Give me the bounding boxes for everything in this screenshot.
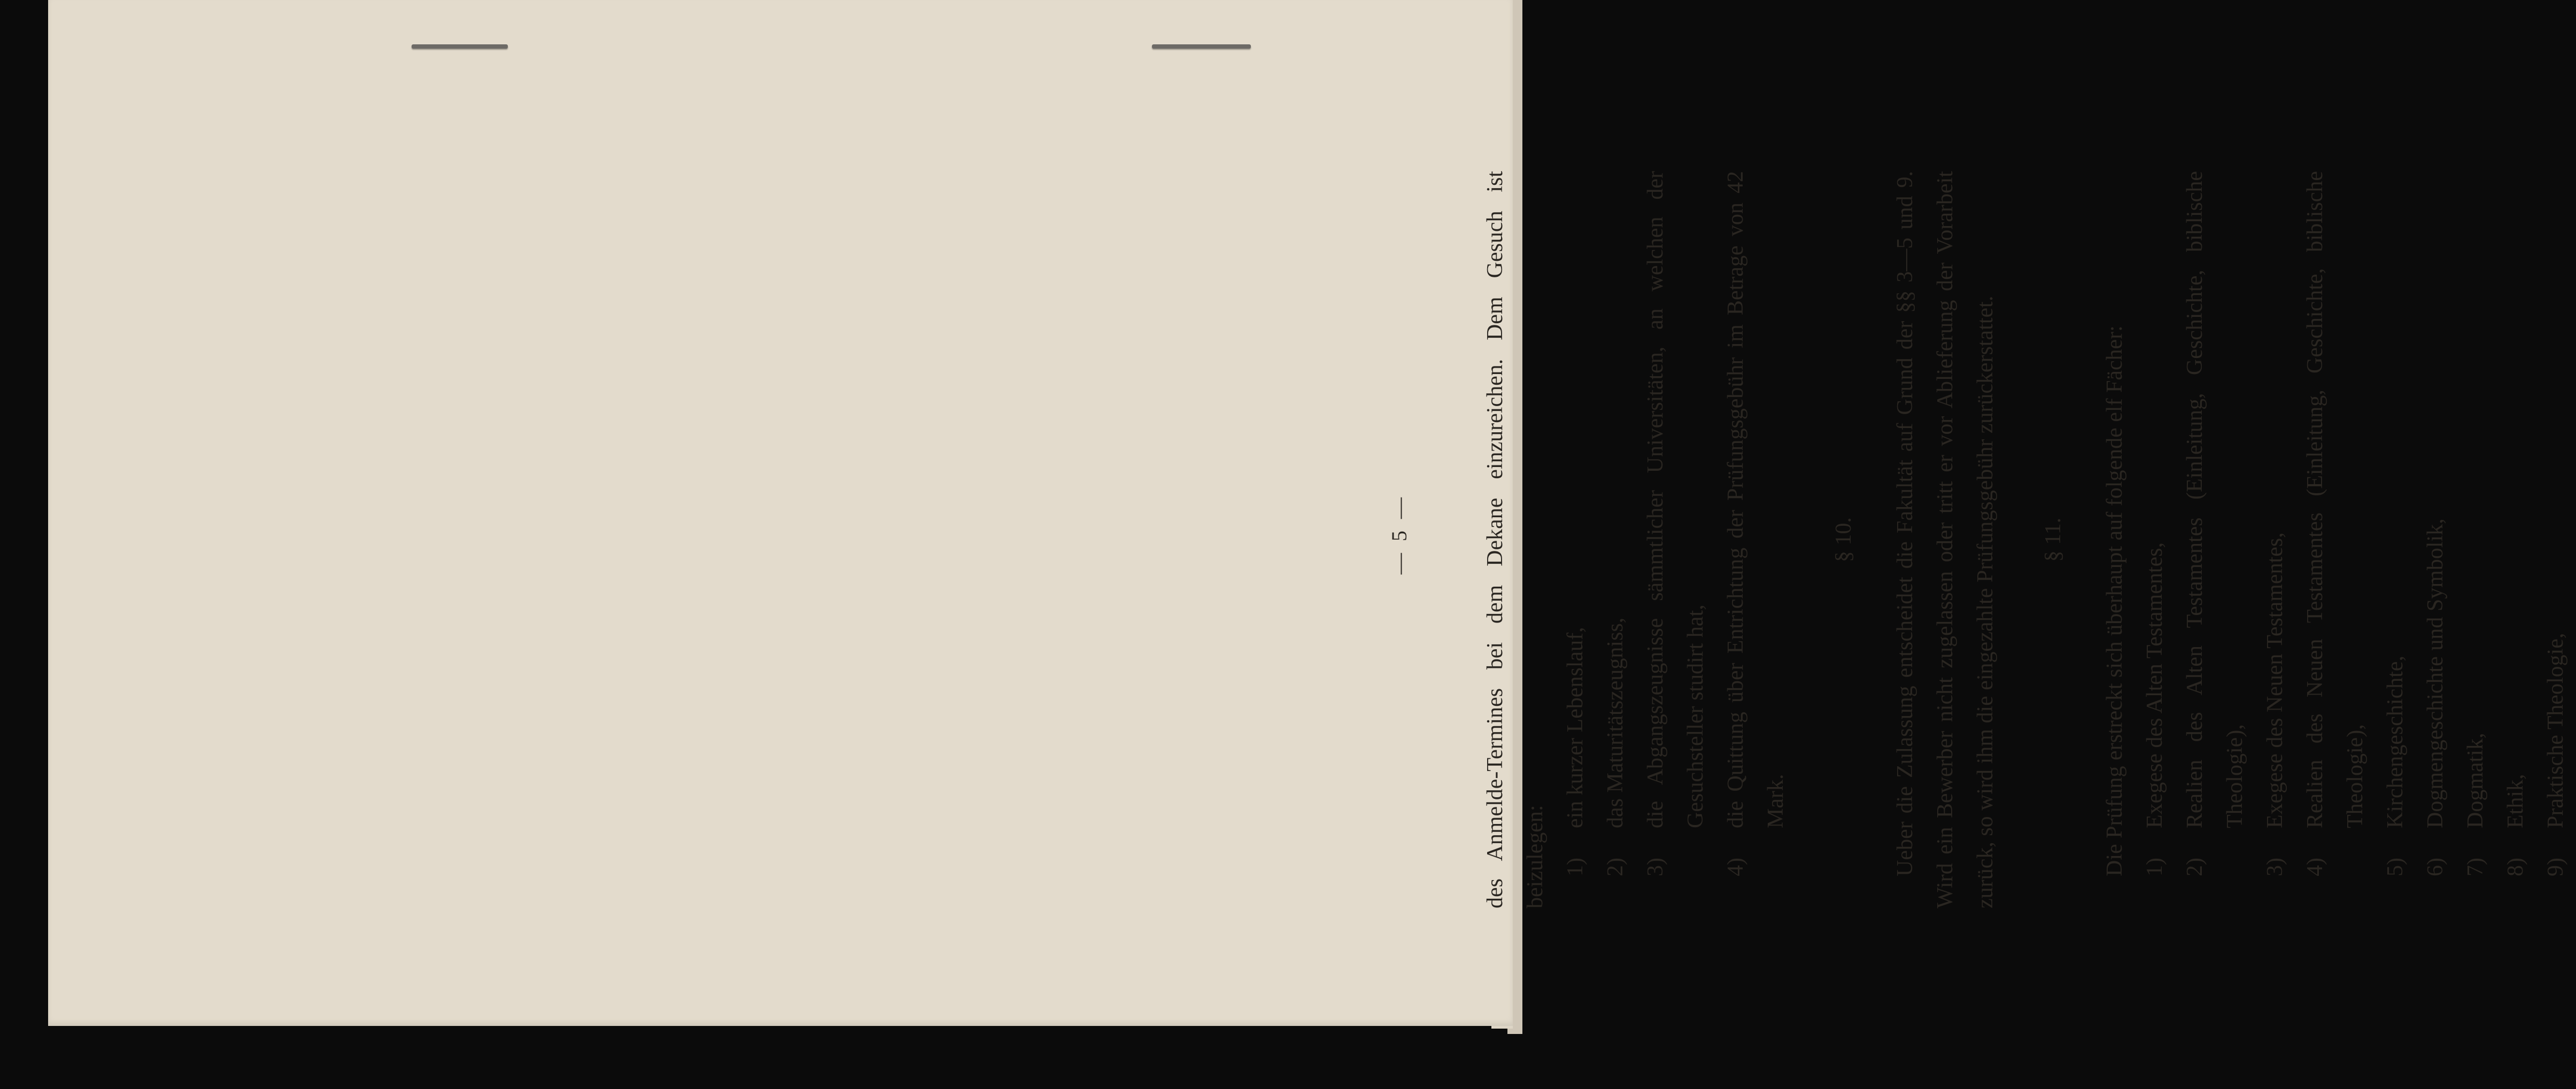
page-number: — 5 — <box>1387 494 1411 574</box>
list-number: 6) <box>2423 858 2448 876</box>
list-item <box>1716 171 1796 908</box>
list-number: 3) <box>1643 858 1668 876</box>
list-number: 2) <box>2183 858 2207 876</box>
list-text: Exegese des Neuen Testamentes, <box>2263 532 2287 828</box>
body-text <box>1475 171 2576 908</box>
list-item <box>2456 171 2496 908</box>
list-item <box>2295 171 2376 908</box>
list-number: 1) <box>2142 858 2167 876</box>
list-number: 1) <box>1563 858 1588 876</box>
section-10-text: Ueber die Zulassung entscheidet die Fakultät auf Grund der §§ 3—5 und 9. Wird ein Bewerber nicht zugelassen oder tritt er vor Ablieferung der Vorarbeit zurück, so wird ihm die eingezahlte Prüfungsgebühr zurückerstattet. <box>1893 171 1998 908</box>
list-item <box>1556 171 1596 908</box>
list-item <box>2135 171 2175 908</box>
list-number: 9) <box>2543 858 2568 876</box>
list-text: Ethik, <box>2503 774 2528 828</box>
list-text: Dogmengeschichte und Symbolik, <box>2423 518 2448 828</box>
list-text: Praktische Theologie, <box>2543 633 2568 828</box>
list-text: ein kurzer Lebenslauf, <box>1563 627 1588 828</box>
list-text: die Abgangszeugnisse sämmtlicher Universitäten, an welchen der Gesuchsteller studirt hat, <box>1643 171 1708 828</box>
list-number: 5) <box>2383 858 2408 876</box>
list-text: Kirchengeschichte, <box>2383 655 2408 828</box>
list-number: 4) <box>1723 858 1748 876</box>
list-item <box>2175 171 2255 908</box>
list-number: 4) <box>2303 858 2327 876</box>
list-number: 2) <box>1603 858 1628 876</box>
list-text: Dogmatik, <box>2463 733 2488 828</box>
list-item <box>2536 171 2576 908</box>
staple-right <box>1152 44 1251 49</box>
list-text: die Quittung über Entrichtung der Prüfungsgebühr im Betrage von 42 Mark. <box>1723 171 1788 828</box>
list-item <box>2496 171 2536 908</box>
rotated-text-block <box>1342 150 2568 919</box>
book-page <box>48 0 1513 1026</box>
list-item <box>2376 171 2416 908</box>
section-10-heading: § 10. <box>1831 517 1856 562</box>
section-11-intro: Die Prüfung erstreckt sich überhaupt auf folgende elf Fächer: <box>2102 325 2127 876</box>
list-item <box>1636 171 1716 908</box>
list-text: Realien des Alten Testamentes (Einleitung, Geschichte, biblische Theologie), <box>2183 171 2247 828</box>
staple-left <box>412 44 508 49</box>
list-number: 3) <box>2263 858 2287 876</box>
list-number: 7) <box>2463 858 2488 876</box>
subjects-list <box>2135 171 2576 908</box>
attachments-list <box>1556 171 1796 908</box>
intro-paragraph: des Anmelde-Termines bei dem Dekane einzureichen. Dem Gesuch ist beizulegen: <box>1483 171 1548 908</box>
list-item <box>2416 171 2456 908</box>
list-text: Exegese des Alten Testamentes, <box>2142 542 2167 828</box>
list-text: das Maturitätszeugniss, <box>1603 617 1628 828</box>
list-item <box>1596 171 1636 908</box>
list-text: Realien des Neuen Testamentes (Einleitung, Geschichte, biblische Theologie), <box>2303 171 2368 828</box>
list-item <box>2255 171 2295 908</box>
section-11-heading: § 11. <box>2041 517 2066 562</box>
list-number: 8) <box>2503 858 2528 876</box>
